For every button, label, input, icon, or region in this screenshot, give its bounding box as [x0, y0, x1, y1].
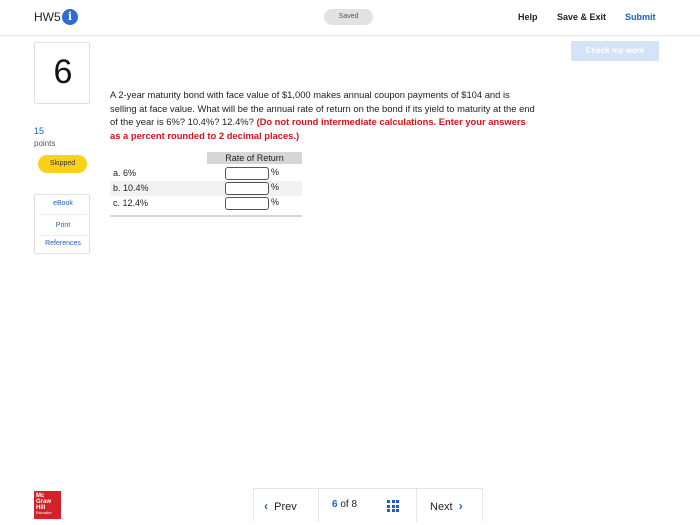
page-indicator [332, 499, 357, 510]
skipped-badge: Skipped [38, 155, 87, 173]
nav-divider [416, 489, 417, 522]
question-grid-icon[interactable] [387, 500, 399, 512]
rate-of-return-input-c[interactable] [225, 197, 269, 210]
mcgraw-hill-logo [34, 491, 61, 519]
answer-table-header [110, 152, 302, 164]
help-link[interactable]: Help [518, 12, 538, 22]
row-label: c. 12.4% [113, 198, 149, 208]
of-label: of [340, 499, 349, 510]
ebook-link[interactable]: eBook [53, 200, 73, 207]
logo-line: Graw [36, 499, 52, 505]
current-page: 6 [332, 499, 338, 510]
question-instruction: (Do not round intermediate calculations. Enter your answers as a percent rounded to 2 decimal places.) [110, 116, 526, 141]
check-my-work-button[interactable]: Check my work [571, 41, 659, 61]
saved-status-badge: Saved [324, 9, 373, 25]
rate-of-return-input-b[interactable] [225, 182, 269, 195]
table-bottom-rule [110, 215, 302, 217]
logo-line: Education [36, 511, 52, 515]
row-label: b. 10.4% [113, 183, 149, 193]
question-body: A 2-year maturity bond with face value of $1,000 makes annual coupon payments of $104 and is selling at face value. What will be the annual rate of return on the bond if its yield to maturity at the end of the year is 6%? 10.4%? 12.4%? [110, 89, 535, 127]
bottom-navigation [253, 488, 483, 521]
resources-panel [34, 194, 90, 254]
table-row [110, 196, 302, 211]
table-row [110, 166, 302, 181]
table-row [110, 181, 302, 196]
resources-divider [39, 235, 87, 236]
logo-line: Hill [36, 505, 46, 511]
print-link[interactable]: Print [55, 222, 71, 229]
logo-line: Mc [36, 493, 45, 499]
resources-divider [39, 214, 87, 215]
next-button[interactable] [430, 499, 463, 513]
rate-of-return-input-a[interactable] [225, 167, 269, 180]
top-bar [0, 0, 700, 36]
points-label: points [34, 139, 56, 148]
submit-link[interactable]: Submit [625, 12, 656, 22]
row-label: a. 6% [113, 168, 137, 178]
rate-of-return-header: Rate of Return [225, 153, 284, 163]
chevron-right-icon: › [458, 499, 463, 513]
info-icon[interactable]: i [62, 9, 78, 25]
percent-unit: % [271, 167, 280, 177]
question-number-box [34, 42, 90, 104]
percent-unit: % [271, 197, 280, 207]
references-link[interactable]: References [45, 240, 81, 247]
save-exit-link[interactable]: Save & Exit [557, 12, 607, 22]
total-pages: 8 [351, 499, 358, 510]
prev-button[interactable] [264, 499, 297, 513]
nav-divider [318, 489, 319, 522]
percent-unit: % [271, 182, 280, 192]
question-text [110, 88, 538, 142]
next-label: Next [430, 501, 453, 513]
question-number: 6 [53, 53, 73, 91]
prev-label: Prev [274, 501, 297, 513]
points-value: 15 [34, 126, 45, 136]
assignment-title: HW5 [34, 10, 61, 24]
chevron-left-icon: ‹ [264, 499, 268, 513]
